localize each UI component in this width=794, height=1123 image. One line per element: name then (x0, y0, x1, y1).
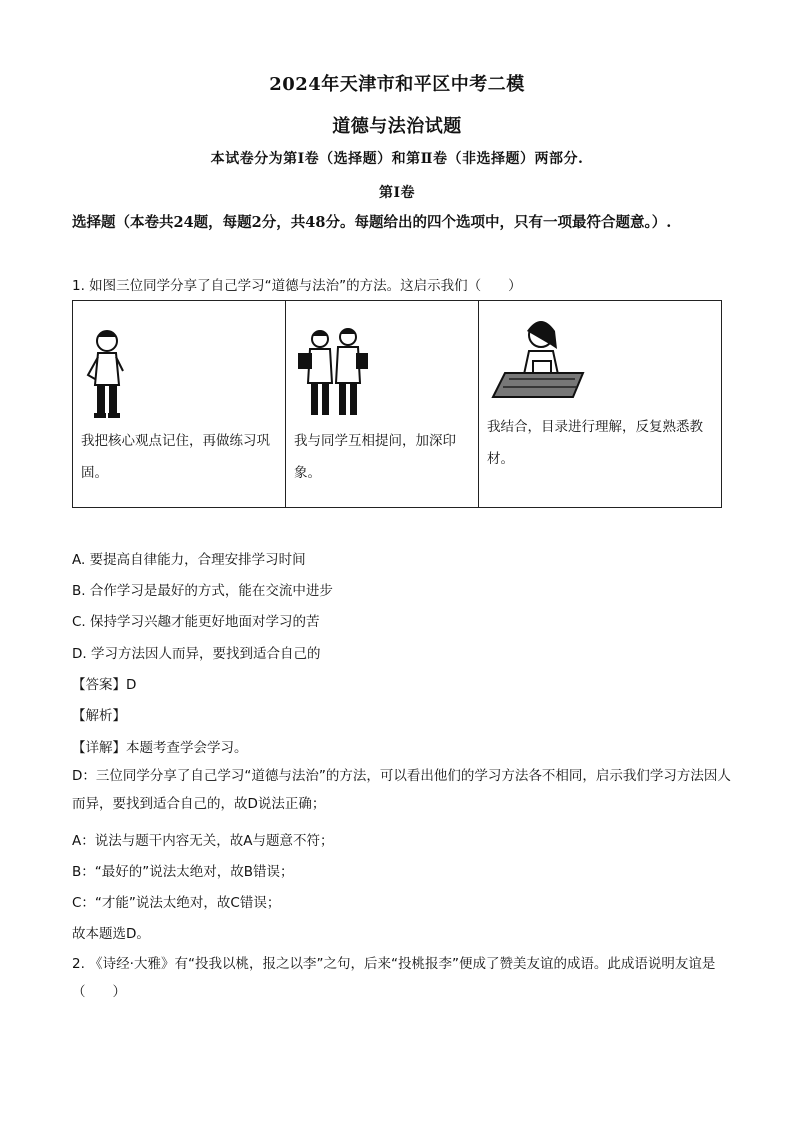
volume-label: 第Ⅰ卷 (378, 185, 416, 201)
explanation-b: B：“最好的”说法太绝对，故B错误； (72, 864, 294, 880)
exam-subtitle: 道德与法治试题 (332, 116, 462, 137)
table-cell-2 (286, 301, 479, 508)
option-d: D. 学习方法因人而异，要找到适合自己的 (72, 646, 321, 662)
option-a: A. 要提高自律能力，合理安排学习时间 (72, 552, 306, 568)
exam-title: 2024年天津市和平区中考二模 (269, 74, 525, 95)
explanation-a: A：说法与题干内容无关，故A与题意不符； (72, 833, 334, 849)
section-heading: 选择题（本卷共24题，每题2分，共48分。每题给出的四个选项中，只有一项最符合题意。）. (72, 214, 672, 231)
conclusion-text: 故本题选D。 (72, 926, 150, 942)
option-b: B. 合作学习是最好的方式，能在交流中进步 (72, 583, 333, 599)
explanation-d: D：三位同学分享了自己学习“道德与法治”的方法，可以看出他们的学习方法各不相同，启示我们学习方法因人而异，要找到适合自己的，故D说法正确； (72, 768, 731, 812)
cell-3-text: 我结合，目录进行理解，反复熟悉教材。 (487, 419, 703, 467)
table-cell-3 (479, 301, 722, 508)
student-standing-figure (83, 327, 133, 423)
explanation-c: C：“才能”说法太绝对，故C错误； (72, 895, 281, 911)
question1-stem: 1. 如图三位同学分享了自己学习“道德与法治”的方法。这启示我们（ ） (72, 278, 522, 294)
two-students-figure (294, 327, 374, 423)
question1-figure-table (72, 300, 722, 508)
option-c: C. 保持学习兴趣才能更好地面对学习的苦 (72, 614, 320, 630)
cell-2-text: 我与同学互相提问，加深印象。 (294, 433, 456, 481)
girl-reading-figure (489, 317, 585, 401)
table-cell-1 (73, 301, 286, 508)
answer-label: 【答案】D (72, 677, 137, 693)
question2-stem: 2. 《诗经·大雅》有“投我以桃，报之以李”之句，后来“投桃报李”便成了赞美友谊的成语。此成语说明友谊是（ ） (72, 956, 716, 1000)
detail-text: 【详解】本题考查学会学习。 (72, 740, 248, 756)
exam-note: 本试卷分为第Ⅰ卷（选择题）和第Ⅱ卷（非选择题）两部分. (210, 151, 584, 167)
analysis-label: 【解析】 (72, 708, 126, 724)
cell-1-text: 我把核心观点记住，再做练习巩固。 (81, 433, 270, 481)
